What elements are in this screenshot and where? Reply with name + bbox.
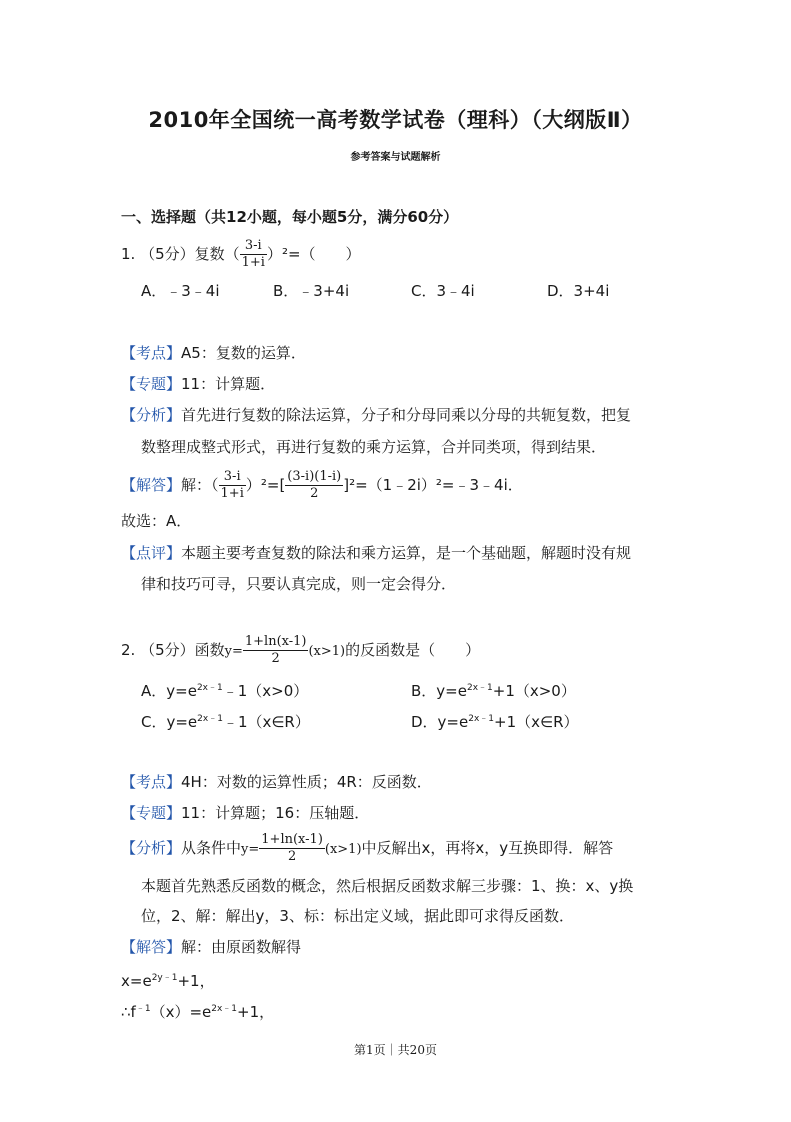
page-footer: 第1页｜共20页: [354, 1043, 437, 1057]
q2-option-b: B．$y=e^{2x﹣1}+1(x>0)$: [411, 682, 576, 700]
q1-dianping: 【点评】本题主要考查复数的除法和乘方运算，是一个基础题，解题时没有规: [121, 544, 632, 562]
q1-dianping-cont: 律和技巧可寻，只要认真完成，则一定会得分．: [141, 575, 457, 593]
q1-option-b: B．﹣3+4i: [273, 282, 350, 300]
question-2-stem: 2. （5分）函数y= $\frac{1+\ln(x-1)}{2}$ (x>1)的反函数是（ ）: [121, 634, 481, 666]
q2-fenxi: 【分析】从条件中y= $\frac{1+\ln(x-1)}{2}$ (x>1)中反解出x，再将x，y互换即得．解答: [121, 832, 614, 864]
q1-option-c: C．3﹣4i: [411, 282, 475, 300]
q1-jieda: 【解答】解：（ $\frac{3-i}{1+i}$ ）²=[ $\frac{(3-i)(1-i)}{2}$ ]²=（1﹣2i）²=﹣3﹣4i．: [121, 469, 523, 501]
q2-step-2: $\therefore f^{﹣1}(x)=e^{2x﹣1}+1$，: [121, 1003, 275, 1021]
q2-fenxi-cont-1: 本题首先熟悉反函数的概念，然后根据反函数求解三步骤：1、换：x、y换: [141, 877, 634, 895]
q2-option-a: A．$y=e^{2x﹣1}﹣1(x>0)$: [141, 682, 309, 700]
question-1-stem: 1. （5分）复数（ $\frac{3-i}{1+i}$ ）²=（ ）: [121, 238, 361, 270]
q1-kaodian: 【考点】A5：复数的运算．: [121, 344, 306, 362]
q1-option-d: D．3+4i: [547, 282, 610, 300]
q1-fenxi-cont: 数整理成整式形式，再进行复数的乘方运算，合并同类项，得到结果．: [141, 438, 607, 456]
q2-step-1: $x=e^{2y﹣1}+1$，: [121, 972, 215, 990]
q2-jieda: 【解答】解：由原函数解得: [121, 938, 302, 956]
page-subtitle: 参考答案与试题解析: [350, 152, 441, 163]
q2-option-d: D．$y=e^{2x﹣1}+1(x\in R)$: [411, 713, 579, 731]
q2-kaodian: 【考点】4H：对数的运算性质；4R：反函数．: [121, 773, 432, 791]
page-title: 2010年全国统一高考数学试卷（理科）（大纲版Ⅱ）: [148, 108, 643, 132]
q2-fenxi-cont-2: 位，2、解：解出y，3、标：标出定义域，据此即可求得反函数．: [141, 907, 574, 925]
q2-option-c: C．$y=e^{2x﹣1}﹣1(x\in R)$: [141, 713, 310, 731]
section-heading: 一、选择题（共12小题，每小题5分，满分60分）: [121, 208, 459, 226]
q1-fraction: $\frac{3-i}{1+i}$: [241, 238, 265, 270]
q1-zhuanti: 【专题】11：计算题．: [121, 375, 276, 393]
q1-option-a: A．﹣3﹣4i: [141, 282, 220, 300]
q1-fenxi: 【分析】首先进行复数的除法运算，分子和分母同乘以分母的共轭复数，把复: [121, 406, 632, 424]
q2-zhuanti: 【专题】11：计算题；16：压轴题．: [121, 804, 370, 822]
q1-guxuan: 故选：A．: [121, 512, 192, 530]
